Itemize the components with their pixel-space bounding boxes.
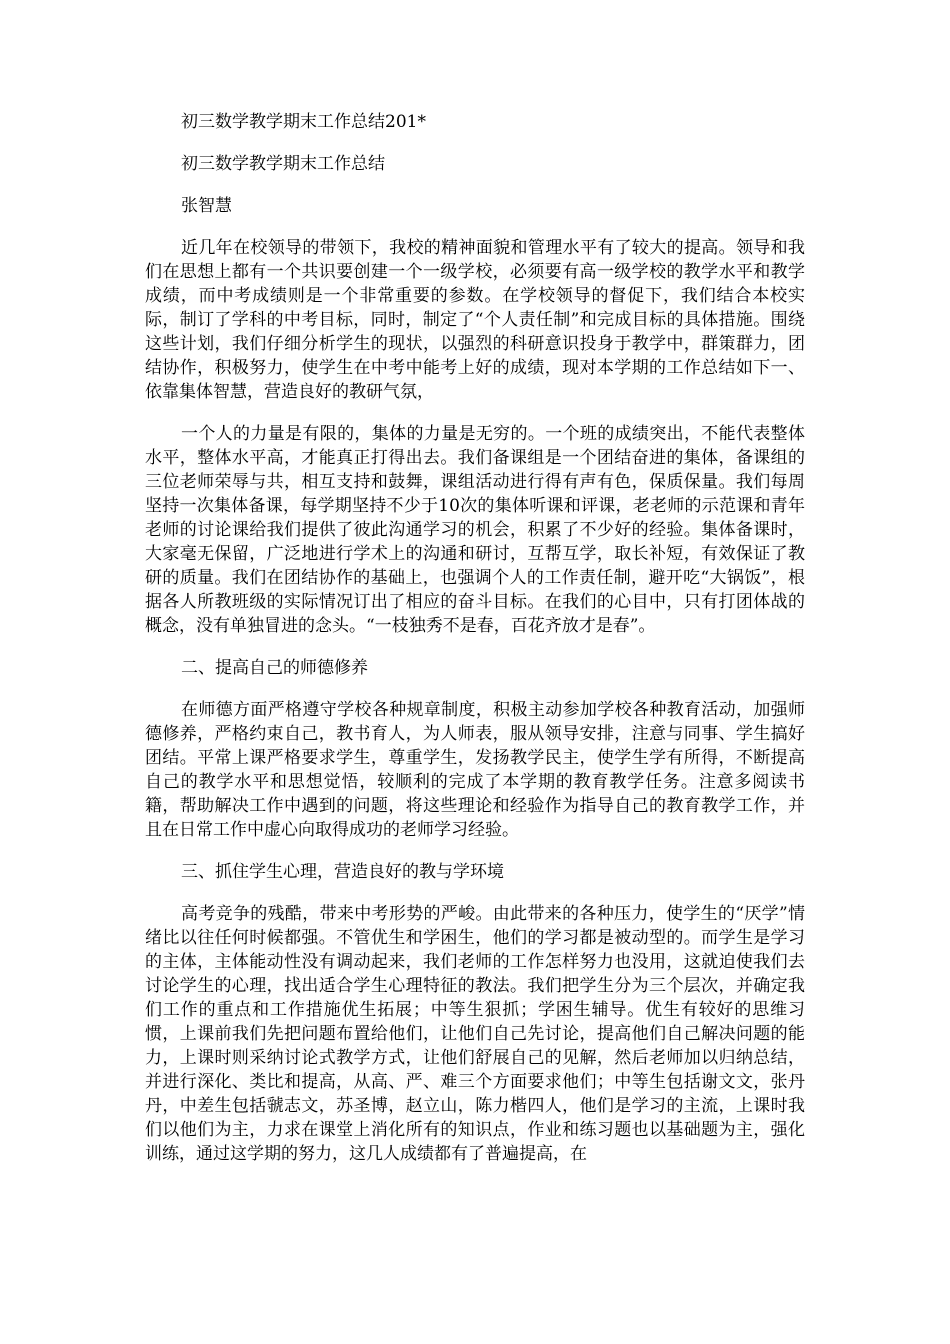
paragraph-ethics: 在师德方面严格遵守学校各种规章制度，积极主动参加学校各种教育活动，加强师德修养，严格约束自己，教书育人，为人师表，服从领导安排，注意与同事、学生搞好团结。平常上课严格要求学生，尊重学生，发扬教学民主，使学生学有所得，不断提高自己的教学水平和思想觉悟，较顺利的完成了本学期的教育教学任务。注意多阅读书籍，帮助解决工作中遇到的问题，将这些理论和经验作为指导自己的教育教学工作，并且在日常工作中虚心向取得成功的老师学习经验。 [145,700,805,840]
document-title: 初三数学教学期末工作总结201* [181,112,426,132]
document-subtitle: 初三数学教学期末工作总结 [181,154,385,174]
document-author: 张智慧 [181,196,232,216]
section-heading-psychology: 三、抓住学生心理，营造良好的教与学环境 [181,862,504,882]
paragraph-psychology: 高考竞争的残酷，带来中考形势的严峻。由此带来的各种压力，使学生的“厌学”情绪比以往任何时候都强。不管优生和学困生，他们的学习都是被动型的。而学生是学习的主体，主体能动性没有调动起来，我们老师的工作怎样努力也没用，这就迫使我们去讨论学生的心理，找出适合学生心理特征的教法。我们把学生分为三个层次，并确定我们工作的重点和工作措施优生拓展；中等生狠抓；学困生辅导。优生有较好的思维习惯，上课前我们先把问题布置给他们，让他们自己先讨论，提高他们自己解决问题的能力，上课时则采纳讨论式教学方式，让他们舒展自己的见解，然后老师加以归纳总结，并进行深化、类比和提高，从高、严、难三个方面要求他们；中等生包括谢文文，张丹丹，中差生包括虢志文，苏圣博，赵立山，陈力楷四人，他们是学习的主流，上课时我们以他们为主，力求在课堂上消化所有的知识点，作业和练习题也以基础题为主，强化训练，通过这学期的努力，这几人成绩都有了普遍提高，在 [145,904,805,1164]
paragraph-teamwork: 一个人的力量是有限的，集体的力量是无穷的。一个班的成绩突出，不能代表整体水平，整体水平高，才能真正打得出去。我们备课组是一个团结奋进的集体，备课组的三位老师荣辱与共，相互支持和鼓舞，课组活动进行得有声有色，保质保量。我们每周坚持一次集体备课，每学期坚持不少于10次的集体听课和评课，老老师的示范课和青年老师的讨论课给我们提供了彼此沟通学习的机会，积累了不少好的经验。集体备课时，大家毫无保留，广泛地进行学术上的沟通和研讨，互帮互学，取长补短，有效保证了教研的质量。我们在团结协作的基础上，也强调个人的工作责任制，避开吃“大锅饭”，根据各人所教班级的实际情况订出了相应的奋斗目标。在我们的心目中，只有打团体战的概念，没有单独冒进的念头。“一枝独秀不是春，百花齐放才是春”。 [145,424,805,636]
section-heading-ethics: 二、提高自己的师德修养 [181,658,368,678]
paragraph-intro: 近几年在校领导的带领下，我校的精神面貌和管理水平有了较大的提高。领导和我们在思想上都有一个共识要创建一个一级学校，必须要有高一级学校的教学水平和教学成绩，而中考成绩则是一个非常重要的参数。在学校领导的督促下，我们结合本校实际，制订了学科的中考目标，同时，制定了“个人责任制”和完成目标的具体措施。围绕这些计划，我们仔细分析学生的现状，以强烈的科研意识投身于教学中，群策群力，团结协作，积极努力，使学生在中考中能考上好的成绩，现对本学期的工作总结如下一、依靠集体智慧，营造良好的教研气氛， [145,238,805,402]
document-page [145,110,805,1184]
